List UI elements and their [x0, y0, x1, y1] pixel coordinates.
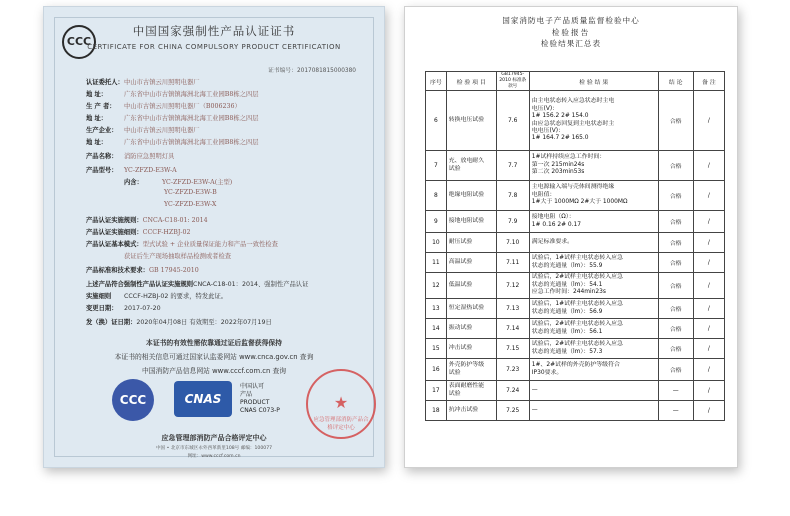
- cell-clause: 7.10: [496, 233, 529, 253]
- cell-result: 试验后，2#试样主电状态转入应急 状态的光通量（lm）：57.3: [529, 339, 658, 359]
- ccc-badge-icon: CCC: [112, 379, 154, 421]
- table-row: [426, 319, 725, 339]
- field-value: 中山市古镇云川照明电器厂: [124, 127, 200, 134]
- cell-result: —: [529, 381, 658, 401]
- header-conclusion: 结 论: [658, 72, 693, 91]
- cnas-line: 中国认可: [240, 383, 265, 390]
- certificate-field: [86, 239, 278, 248]
- certificate-field: [86, 227, 191, 236]
- field-label: 实施细则: [86, 293, 112, 300]
- cell-remark: /: [693, 253, 724, 273]
- cell-item: 充、放电耐久 试验: [446, 151, 496, 181]
- field-value: 广东省中山市古镇镇海洲北海工业园B8栋之四层: [124, 115, 259, 122]
- cell-item: 表面耐磨性能 试验: [446, 381, 496, 401]
- certificate-subtitle: CERTIFICATE FOR CHINA COMPULSORY PRODUCT CERTIFICATION: [87, 43, 341, 51]
- field-label: 认证委托人：: [86, 79, 124, 86]
- cell-item: 耐压试验: [446, 233, 496, 253]
- table-row: [426, 233, 725, 253]
- cell-clause: 7.6: [496, 91, 529, 151]
- certificate-field: [86, 89, 259, 98]
- field-label: 产品型号：: [86, 167, 118, 174]
- cell-clause: 7.9: [496, 211, 529, 233]
- certificate-field: [86, 151, 174, 160]
- table-row: [426, 359, 725, 381]
- test-report-document: [404, 6, 738, 468]
- table-row: [426, 91, 725, 151]
- cell-item: 外壳防护等级 试验: [446, 359, 496, 381]
- field-value: 获证后生产现场抽取样品检测或者检查: [124, 253, 232, 260]
- issuer-address: 中国 • 北京市东城区永外西革新里108号 邮编：100077: [155, 446, 273, 451]
- cell-remark: /: [693, 381, 724, 401]
- field-value: YC-ZFZD-E3W-X: [164, 201, 217, 208]
- certificate-field: [86, 77, 200, 86]
- header-item: 检 验 项 目: [446, 72, 496, 91]
- seal-text: 应急管理部消防产品合格评定中心: [313, 417, 369, 431]
- field-label: 产品标准和技术要求：: [86, 267, 149, 274]
- cell-remark: /: [693, 91, 724, 151]
- cell-conclusion: 合格: [658, 319, 693, 339]
- certificate-field: [124, 177, 232, 186]
- cell-item: 抗冲击试验: [446, 401, 496, 421]
- seal-star-icon: ★: [333, 393, 349, 412]
- field-label: 产品认证实施规则：: [86, 217, 143, 224]
- field-label: 产品认证实施细则：: [86, 229, 143, 236]
- field-value: 2020年04月08日 有效期至：2022年07月19日: [136, 319, 272, 326]
- field-value: CNCA-C18-01：2014、强制性产品认证: [193, 281, 309, 288]
- certificate-field: [86, 215, 208, 224]
- cell-clause: 7.24: [496, 381, 529, 401]
- header-clause: GB17945-2010 标准条款号: [496, 72, 529, 91]
- cell-conclusion: 合格: [658, 181, 693, 211]
- cell-item: 绝缘电阻试验: [446, 181, 496, 211]
- cell-clause: 7.12: [496, 273, 529, 299]
- certificate-title: 中国国家强制性产品认证证书: [132, 24, 296, 38]
- cell-result: 试验后，1#试样主电状态转入应急 状态的光通量（lm）：56.9: [529, 299, 658, 319]
- cell-no: 14: [426, 319, 447, 339]
- report-org: 国家消防电子产品质量监督检验中心: [502, 16, 640, 25]
- cnas-line: CNAS C073-P: [240, 407, 280, 414]
- table-row: [426, 381, 725, 401]
- field-label: 地 址：: [86, 139, 108, 146]
- cell-conclusion: 合格: [658, 91, 693, 151]
- cell-result: 主电源输入端与壳体间测得绝缘 电阻值： 1#大于 1000MΩ 2#大于 1000MΩ: [529, 181, 658, 211]
- field-label: 生 产 者：: [86, 103, 116, 110]
- table-row: [426, 181, 725, 211]
- cell-no: 11: [426, 253, 447, 273]
- field-value: CNCA-C18-01: 2014: [142, 217, 208, 224]
- cell-result: 试验后，1#试样主电状态转入应急 状态的光通量（lm）：55.9: [529, 253, 658, 273]
- cell-clause: 7.15: [496, 339, 529, 359]
- cell-clause: 7.23: [496, 359, 529, 381]
- cell-result: 接地电阻（Ω）： 1# 0.16 2# 0.17: [529, 211, 658, 233]
- cell-conclusion: 合格: [658, 339, 693, 359]
- cell-remark: /: [693, 401, 724, 421]
- table-row: [426, 299, 725, 319]
- certificate-field: [86, 251, 231, 260]
- issuer-name: 应急管理部消防产品合格评定中心: [161, 434, 267, 442]
- cell-clause: 7.7: [496, 151, 529, 181]
- cell-item: 接地电阻试验: [446, 211, 496, 233]
- statement-cnca: 本证书的相关信息可通过国家认监委网站 www.cnca.gov.cn 查询: [114, 353, 314, 361]
- field-label: 发（换）证日期：: [86, 319, 137, 326]
- cell-no: 10: [426, 233, 447, 253]
- cell-item: 高温试验: [446, 253, 496, 273]
- header-result: 检 验 结 果: [529, 72, 658, 91]
- table-row: [426, 253, 725, 273]
- field-value: CCCF-HZBJ-02: [142, 229, 191, 236]
- field-value: 广东省中山市古镇镇海洲北海工业园B8栋之四层: [124, 139, 259, 146]
- cell-no: 12: [426, 273, 447, 299]
- report-section: 检验结果汇总表: [540, 39, 602, 48]
- cell-conclusion: 合格: [658, 299, 693, 319]
- cell-item: 冲击试验: [446, 339, 496, 359]
- cell-conclusion: 合格: [658, 253, 693, 273]
- field-label: 产品名称：: [86, 153, 118, 160]
- cell-remark: /: [693, 273, 724, 299]
- cell-no: 18: [426, 401, 447, 421]
- field-label: 生产企业：: [86, 127, 118, 134]
- cell-result: 由主电状态转入应急状态时主电 电压(V)： 1# 156.2 2# 154.0 由应急状态回复到主电状态时主 电电压(V)： 1# 164.7 2# 165.0: [529, 91, 658, 151]
- cell-no: 7: [426, 151, 447, 181]
- certificate-field: [86, 137, 259, 146]
- field-value: 型式试验 + 企业质量保证能力和产品一致性检查: [142, 241, 278, 248]
- statement-validity: 本证书的有效性需依靠通过证后监督获得保持: [146, 339, 282, 347]
- field-value: 广东省中山市古镇镇海洲北海工业园B8栋之四层: [124, 91, 259, 98]
- cert-no-value: 2017081815000380: [296, 68, 356, 74]
- cell-remark: /: [693, 299, 724, 319]
- certificate-field: [86, 165, 177, 174]
- cell-no: 8: [426, 181, 447, 211]
- cell-clause: 7.25: [496, 401, 529, 421]
- field-value: 2017-07-20: [124, 305, 161, 312]
- field-value: 中山市古镇云川照明电器厂（B006236）: [124, 103, 241, 110]
- cnas-line: 产品: [240, 391, 253, 398]
- cell-no: 13: [426, 299, 447, 319]
- cell-conclusion: 合格: [658, 359, 693, 381]
- field-label: 内含：: [124, 179, 143, 186]
- issuer-website: 网址：www.cccf.com.cn: [187, 454, 241, 459]
- cell-remark: /: [693, 151, 724, 181]
- certificate-field: [86, 125, 200, 134]
- certificate-number: [268, 65, 356, 74]
- cell-conclusion: 合格: [658, 273, 693, 299]
- cell-remark: /: [693, 319, 724, 339]
- cell-result: 试验后，2#试样主电状态转入应急 状态的光通量（lm）：54.1 应急工作时间：244min23s: [529, 273, 658, 299]
- cell-clause: 7.11: [496, 253, 529, 273]
- cell-conclusion: —: [658, 381, 693, 401]
- certificate-field: [86, 291, 227, 300]
- certificate-field: [126, 189, 217, 196]
- cell-no: 17: [426, 381, 447, 401]
- field-value: CCCF-HZBJ-02 的要求，特发此证。: [124, 293, 228, 300]
- field-value: 消防应急照明灯具: [124, 153, 175, 160]
- cell-item: 恒定湿热试验: [446, 299, 496, 319]
- cell-remark: /: [693, 181, 724, 211]
- cell-remark: /: [693, 339, 724, 359]
- header-remark: 备 注: [693, 72, 724, 91]
- cell-item: 振动试验: [446, 319, 496, 339]
- cell-result: 试验后，2#试样主电状态转入应急 状态的光通量（lm）：56.1: [529, 319, 658, 339]
- field-label: 地 址：: [86, 91, 108, 98]
- cell-no: 16: [426, 359, 447, 381]
- statement-cccf: 中国消防产品信息网站 www.cccf.com.cn 查询: [141, 367, 287, 375]
- cert-no-label: 证书编号：: [267, 68, 297, 74]
- cell-remark: /: [693, 211, 724, 233]
- field-value: YC-ZFZD-E3W-B: [164, 189, 217, 196]
- cell-item: 转换电压试验: [446, 91, 496, 151]
- table-row: [426, 339, 725, 359]
- cell-item: 低温试验: [446, 273, 496, 299]
- certificate-field: [86, 101, 241, 110]
- certificate-field: [86, 317, 272, 326]
- field-label: 产品认证基本模式：: [86, 241, 143, 248]
- cell-no: 9: [426, 211, 447, 233]
- field-label: 地 址：: [86, 115, 108, 122]
- report-title: 检验报告: [551, 28, 591, 37]
- cell-no: 6: [426, 91, 447, 151]
- results-table: [425, 71, 725, 421]
- field-value: YC-ZFZD-E3W-A: [124, 167, 177, 174]
- certificate-document: [43, 6, 385, 468]
- certificate-field: [126, 201, 216, 208]
- cell-conclusion: 合格: [658, 151, 693, 181]
- cell-clause: 7.8: [496, 181, 529, 211]
- red-seal-icon: [306, 369, 376, 439]
- ccc-logo-icon: CCC: [62, 25, 96, 59]
- certificate-field: [86, 303, 161, 312]
- cell-result: 1#、2#试样的外壳防护等级符合 IP30要求。: [529, 359, 658, 381]
- cnas-line: PRODUCT: [240, 399, 270, 406]
- cell-result: 1#试样持续应急工作时间： 第一次 215min24s 第二次 203min53s: [529, 151, 658, 181]
- certificate-field: [86, 265, 199, 274]
- cell-remark: /: [693, 233, 724, 253]
- certificate-field: [86, 279, 308, 288]
- table-row: [426, 401, 725, 421]
- certificate-field: [86, 113, 259, 122]
- field-label: 上述产品符合强制性产品认证实施规则: [86, 281, 194, 288]
- cell-clause: 7.14: [496, 319, 529, 339]
- cell-conclusion: 合格: [658, 233, 693, 253]
- cell-result: —: [529, 401, 658, 421]
- field-value: GB 17945-2010: [148, 267, 199, 274]
- table-header-row: [426, 72, 725, 91]
- cell-conclusion: —: [658, 401, 693, 421]
- field-value: YC-ZFZD-E3W-A(主型): [162, 179, 233, 186]
- cell-result: 满足标准要求。: [529, 233, 658, 253]
- cnas-text: [240, 383, 280, 415]
- header-no: 序号: [426, 72, 447, 91]
- cell-clause: 7.13: [496, 299, 529, 319]
- cell-no: 15: [426, 339, 447, 359]
- table-row: [426, 273, 725, 299]
- table-row: [426, 211, 725, 233]
- table-row: [426, 151, 725, 181]
- cell-remark: /: [693, 359, 724, 381]
- cnas-logo-icon: CNAS: [174, 381, 232, 417]
- field-label: 变更日期：: [86, 305, 118, 312]
- field-value: 中山市古镇云川照明电器厂: [124, 79, 200, 86]
- cell-conclusion: 合格: [658, 211, 693, 233]
